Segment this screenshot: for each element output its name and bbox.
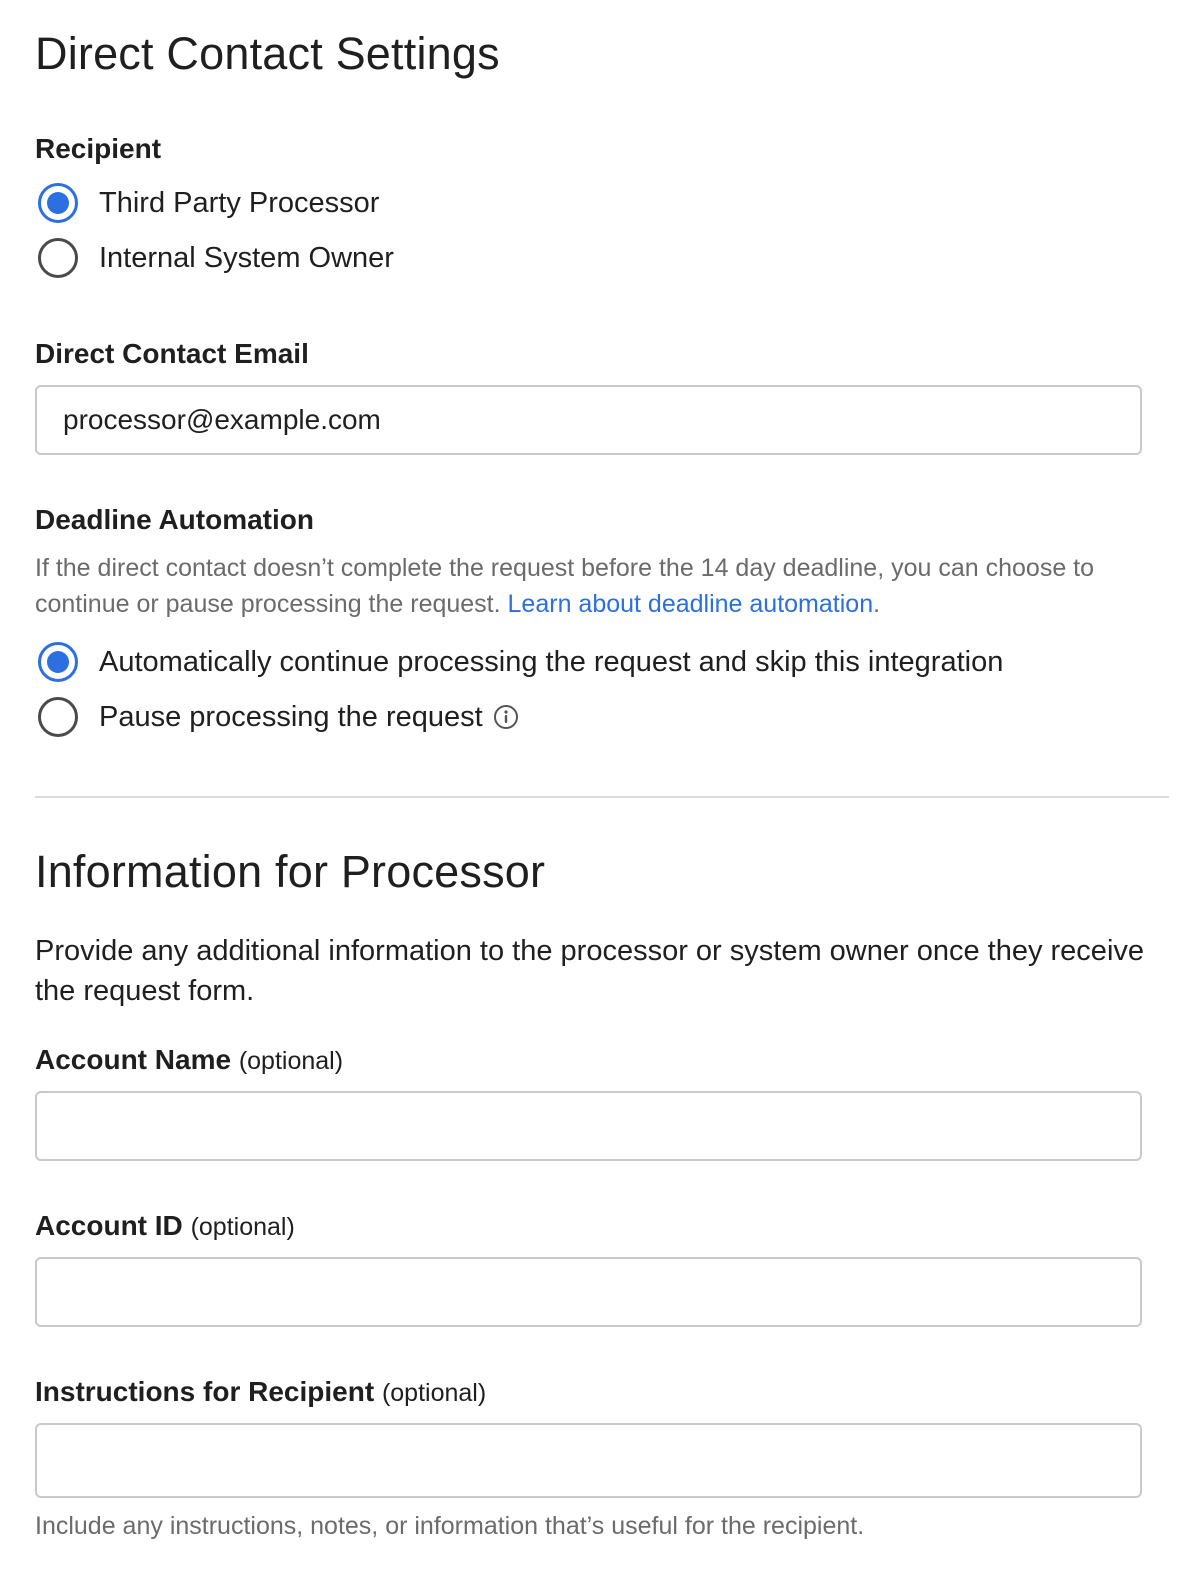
recipient-label: Recipient — [35, 133, 162, 164]
optional-tag: (optional) — [381, 1379, 487, 1407]
account-name-label-text: Account Name — [35, 1044, 232, 1075]
deadline-description-text: If the direct contact doesn’t complete the request before the 14 day deadline, you can choose to continue or pause processing the request. — [35, 554, 1095, 618]
optional-tag: (optional) — [190, 1213, 295, 1241]
instructions-input[interactable] — [35, 1423, 1142, 1498]
radio-label: Third Party Processor — [99, 186, 380, 219]
radio-auto-continue[interactable] — [38, 642, 1003, 682]
radio-pause-processing[interactable] — [38, 697, 519, 737]
radio-label: Internal System Owner — [99, 241, 394, 274]
radio-label: Automatically continue processing the request and skip this integration — [99, 645, 1004, 678]
optional-tag: (optional) — [238, 1047, 344, 1075]
radio-checked-icon[interactable] — [38, 642, 78, 682]
page-title: Direct Contact Settings — [35, 28, 500, 79]
account-id-input[interactable] — [35, 1257, 1142, 1327]
radio-unchecked-icon[interactable] — [38, 697, 78, 737]
section-divider — [35, 796, 1169, 798]
direct-contact-email-label: Direct Contact Email — [35, 338, 309, 369]
instructions-label — [35, 1376, 486, 1408]
deadline-description — [35, 550, 1135, 622]
deadline-link-suffix: . — [873, 590, 881, 618]
deadline-automation-link[interactable]: Learn about deadline automation — [507, 590, 874, 618]
processor-info-title: Information for Processor — [35, 846, 546, 897]
radio-internal-system-owner[interactable] — [38, 238, 394, 278]
direct-contact-email-input[interactable] — [35, 385, 1142, 455]
info-circle-icon[interactable] — [493, 704, 519, 730]
radio-checked-icon[interactable] — [38, 183, 78, 223]
instructions-helper: Include any instructions, notes, or information that’s useful for the recipient. — [35, 1512, 865, 1540]
radio-label: Pause processing the request — [99, 700, 483, 733]
account-id-label — [35, 1210, 295, 1242]
deadline-automation-label: Deadline Automation — [35, 504, 314, 535]
account-name-input[interactable] — [35, 1091, 1142, 1161]
account-id-label-text: Account ID — [35, 1210, 183, 1241]
processor-info-description: Provide any additional information to the processor or system owner once they receive the request form. — [35, 935, 1145, 1007]
instructions-label-text: Instructions for Recipient — [35, 1376, 375, 1407]
radio-unchecked-icon[interactable] — [38, 238, 78, 278]
radio-third-party-processor[interactable] — [38, 183, 379, 223]
account-name-label — [35, 1044, 343, 1076]
